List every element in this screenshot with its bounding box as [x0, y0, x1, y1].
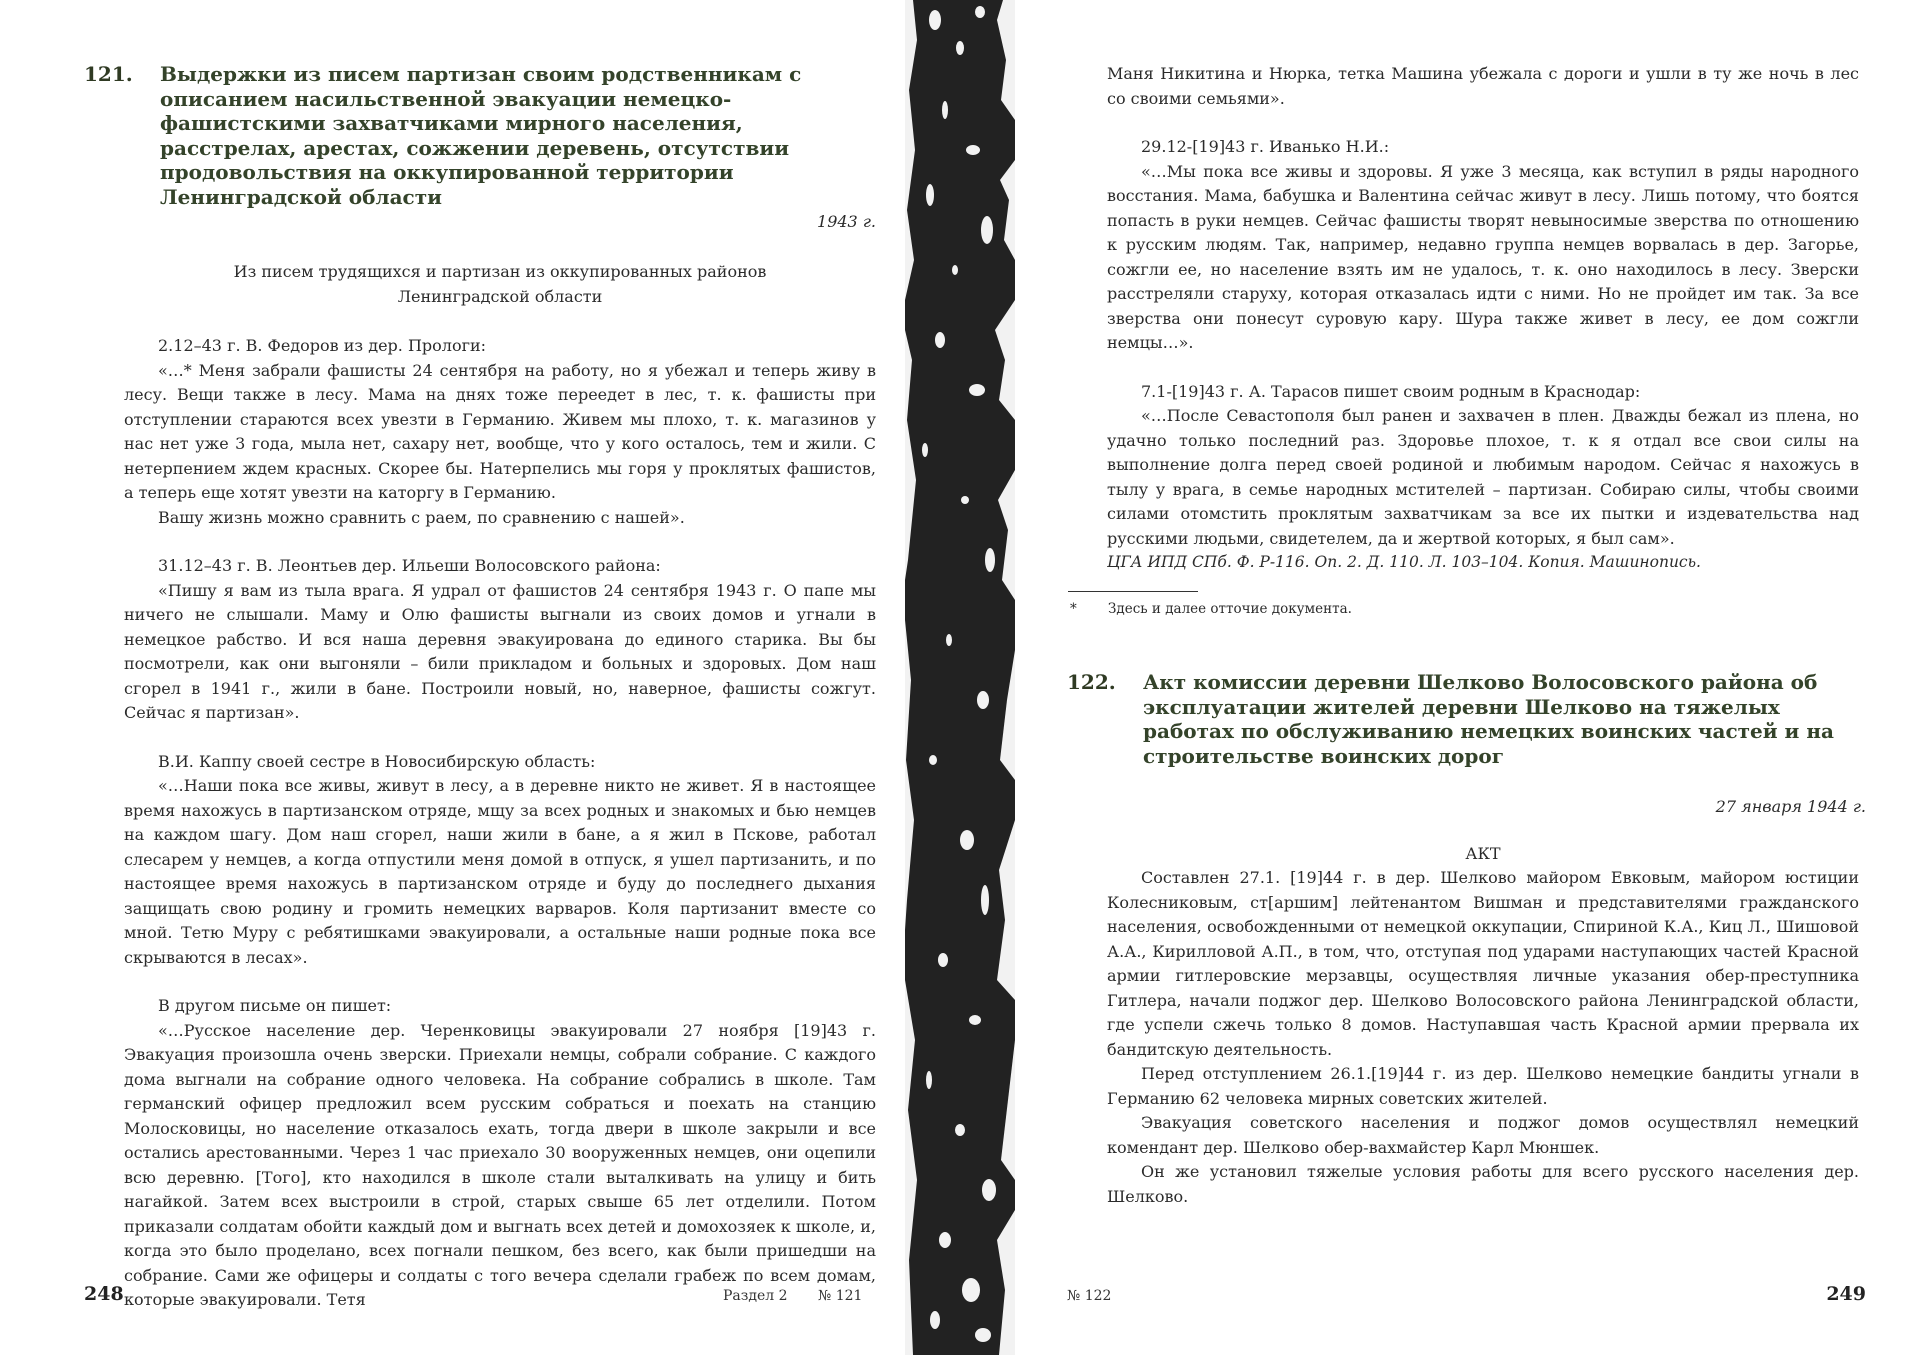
letter-1-heading: 2.12–43 г. В. Федоров из дер. Прологи:: [158, 336, 487, 355]
doc-121-date: 1943 г.: [817, 212, 876, 231]
right-page: [1015, 0, 1920, 1355]
archive-reference: ЦГА ИПД СПб. Ф. Р-116. Оп. 2. Д. 110. Л. 103–104. Копия. Машинопись.: [1107, 553, 1701, 571]
footnote-rule: [1068, 591, 1198, 592]
letter-1-body: «…* Меня забрали фашисты 24 сентября на работу, но я убежал и теперь живу в лесу. Вещи также в лесу. Мама на днях тоже переедет в лес, т. к. фашисты при отступлении стараются всех увезти в Германию. Живем мы плохо, т. к. магазинов у нас нет уже 3 года, мыла нет, сахару нет, вообще, что у кого осталось, тем и жили. С нетерпением ждем красных. Скорее бы. Натерпелись мы горя у проклятых фашистов, а теперь еще хотят увезти на каторгу в Германию.: [124, 360, 876, 502]
doc-122-date: 27 января 1944 г.: [1715, 797, 1866, 816]
doc-121-title: Выдержки из писем партизан своим родственникам с описанием насильственной эвакуации немецко-фашистскими захватчиками мирного населения, расстрелах, арестах, сожжении деревень, отсутствии продовольствия на оккупированной территории Ленинградской области: [160, 62, 802, 209]
letter-4-continuation: Маня Никитина и Нюрка, тетка Машина убежала с дороги и ушли в ту же ночь в лес со своими семьями».: [1107, 64, 1859, 108]
footnote-mark: *: [1070, 601, 1077, 617]
doc-121-number: 121.: [84, 62, 133, 86]
left-running-doc: № 121: [818, 1288, 863, 1304]
footnote: [1070, 601, 1352, 617]
act-paragraph-2: Перед отступлением 26.1.[19]44 г. из дер. Шелково немецкие бандиты угнали в Германию 62 человека мирных советских жителей.: [1107, 1064, 1859, 1108]
doc-121-subtitle: [124, 260, 876, 309]
letter-1-tail: Вашу жизнь можно сравнить с раем, по сравнению с нашей».: [158, 507, 685, 527]
letter-5-heading: 29.12-[19]43 г. Иванько Н.И.:: [1141, 137, 1390, 156]
doc-122-body: [1107, 866, 1859, 1209]
letter-5-body: «…Мы пока все живы и здоровы. Я уже 3 месяца, как вступил в ряды народного восстания. Мама, бабушка и Валентина сейчас живут в лесу. Лишь потому, что боятся попасть в руки немцев. Сейчас фашисты творят невыносимые зверства по отношению к русским людям. Так, например, недавно группа немцев ворвалась в дер. Загорье, сожгли ее, но население взять им не удалось, т. к. оно находилось в лесу. Зверски расстреляли старуху, которая отказалась идти с ними. Но не пройдет им так. За все зверства они понесут суровую кару. Шура также живет в лесу, ее дом сожгли немцы…».: [1107, 161, 1859, 352]
right-page-number: 249: [1826, 1283, 1866, 1305]
letter-4-body: «…Русское население дер. Черенковицы эвакуировали 27 ноября [19]43 г. Эвакуация произошла очень зверски. Приехали немцы, собрали собрание. С каждого дома выгнали на собрание одного человека. На собрание собрались в школе. Там германский офицер предложил всем русским собраться и поехать на станцию Молосковицы, но население отказалось ехать, тогда двери в школе закрыли и все остались арестованными. Через 1 час приехало 30 вооруженных немцев, они оцепили всю деревню. [Того], кто находился в школе стали выталкивать на улицу и бить нагайкой. Затем всех выстроили в строй, старых свыше 65 лет отделили. Потом приказали солдатам обойти каждый дом и выгнать всех детей и домохозяек к школе, и, когда это было проделано, всех погнали пешком, без всего, как были пришедши на собрание. Сами же офицеры и солдаты с того вечера сделали грабеж по всем домам, которые эвакуировали. Тетя: [124, 1020, 876, 1309]
book-spine-texture: [905, 0, 1015, 1355]
doc-122-header: [1067, 670, 1867, 768]
doc-121-continuation: [1107, 62, 1859, 551]
letter-6-body: «…После Севастополя был ранен и захвачен в плен. Дважды бежал из плена, но удачно только последний раз. Здоровье плохое, т. к я отдал все свои силы на выполнение долга перед своей родиной и любимым народом. Сейчас я нахожусь в тылу у врага, в семье народных мстителей – партизан. Собираю силы, чтобы своими силами отомстить проклятым захватчикам за все их пытки и издевательства над русскими людьми, свидетелем, да и жертвой которых, я был сам».: [1107, 406, 1859, 548]
left-page-number: 248: [84, 1283, 124, 1305]
letter-2-heading: 31.12–43 г. В. Леонтьев дер. Ильеши Волосовского района:: [158, 556, 661, 575]
letter-3-heading: В.И. Каппу своей сестре в Новосибирскую область:: [158, 751, 596, 771]
act-heading: АКТ: [1465, 844, 1501, 863]
doc-121-header: [84, 62, 884, 209]
doc-122-number: 122.: [1067, 670, 1116, 694]
letter-3-body: «…Наши пока все живы, живут в лесу, а в деревне никто не живет. Я в настоящее время нахожусь в партизанском отряде, мщу за всех родных и знакомых и бью немцев на каждом шагу. Дом наш сгорел, наши жили в бане, а я жил в Пскове, работал слесарем у немцев, а когда отпустили меня домой в отпуск, я ушел партизанить, и по настоящее время нахожусь в партизанском отряде и буду до последнего дыхания защищать свою родину и громить немецких варваров. Коля партизанит вместе со мной. Тетю Муру с ребятишками эвакуировали, а остальные наши родные пока все скрываются в лесах».: [124, 776, 876, 967]
doc-121-body: [124, 334, 876, 1313]
right-running-doc: № 122: [1067, 1288, 1112, 1304]
letter-6-heading: 7.1-[19]43 г. А. Тарасов пишет своим родным в Краснодар:: [1141, 381, 1641, 401]
act-paragraph-1: Составлен 27.1. [19]44 г. в дер. Шелково майором Евковым, майором юстиции Колесниковым, ст[аршим] лейтенантом Вишман и представителями гражданского населения, освобожденными от немецкой оккупации, Спириной К.А., Киц Л., Шишовой А.А., Кирилловой А.П., в том, что, отступая под ударами наступающих частей Красной армии гитлеровские мерзавцы, осуществляя личные указания обер-преступника Гитлера, начали поджог дер. Шелково Волосовского района Ленинградской области, где успели сжечь только 8 домов. Наступавшая часть Красной армии прервала их бандитскую деятельность.: [1107, 868, 1859, 1059]
spine-texture-graphic: [905, 0, 1015, 1355]
footnote-text: Здесь и далее отточие документа.: [1108, 601, 1352, 617]
act-paragraph-4: Он же установил тяжелые условия работы для всего русского населения дер. Шелково.: [1107, 1162, 1859, 1206]
left-running-section: Раздел 2: [723, 1288, 788, 1304]
doc-122-title: Акт комиссии деревни Шелково Волосовского района об эксплуатации жителей деревни Шелково на тяжелых работах по обслуживанию немецких воинских частей и на строительстве воинских дорог: [1143, 670, 1834, 768]
doc-121-subtitle-line1: Из писем трудящихся и партизан из оккупированных районов: [233, 262, 767, 281]
letter-4-heading: В другом письме он пишет:: [158, 996, 392, 1015]
left-page: [0, 0, 905, 1355]
act-paragraph-3: Эвакуация советского населения и поджог домов осуществлял немецкий комендант дер. Шелково обер-вахмайстер Карл Мюншек.: [1107, 1113, 1859, 1157]
letter-2-body: «Пишу я вам из тыла врага. Я удрал от фашистов 24 сентября 1943 г. О папе мы ничего не слышали. Маму и Олю фашисты выгнали из своих домов и угнали в немецкое рабство. И вся наша деревня эвакуирована до единого старика. Вы бы посмотрели, как они выгоняли – били прикладом и больных и здоровых. Дом наш сгорел в 1941 г., жили в бане. Построили новый, но, наверное, фашисты сожгут. Сейчас я партизан».: [124, 580, 876, 722]
doc-121-subtitle-line2: Ленинградской области: [397, 286, 603, 306]
